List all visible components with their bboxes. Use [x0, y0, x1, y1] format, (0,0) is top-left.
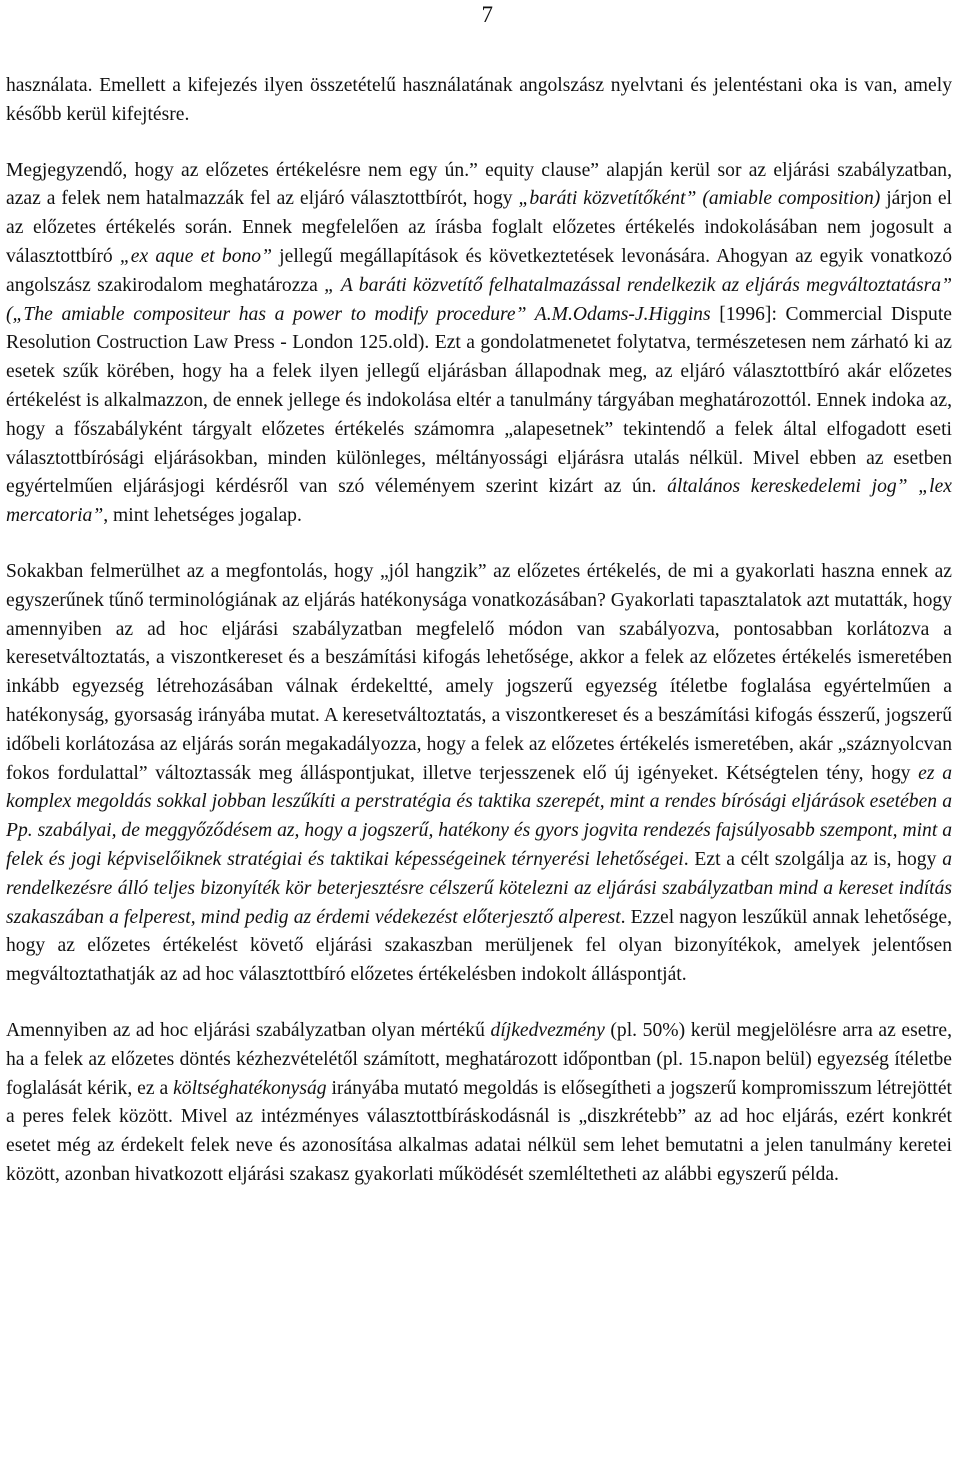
italic-text-run: „ex aque et bono”: [119, 245, 272, 267]
text-run: . Ezzel nagyon leszűkül annak lehetősége, hogy az előzetes értékelést követő eljárási szakaszban merüljenek fel olyan bizonyítékok, amelyek jelentősen megváltoztathatják az ad hoc választottbíró előzetes értékelésben indokolt álláspontját.: [6, 906, 952, 986]
text-run: Amennyiben az ad hoc eljárási szabályzatban olyan mértékű: [6, 1019, 491, 1041]
text-run: . Ezt a célt szolgálja az is, hogy: [683, 848, 943, 870]
text-run: irányába mutató megoldás is elősegítheti a jogszerű kompromisszum létrejöttét a peres felek között. Mivel az intézményes választottbíráskodásnál is „diszkrétebb” az ad hoc eljárás, ezért konkrét esetet még az érdekelt felek neve és azonosítása alkalmas adatai nélkül sem lehet bemutatni a jelen tanulmány keretei között, azonban hivatkozott eljárási szakasz gyakorlati működését szemléltetheti az alábbi egyszerű példa.: [6, 1077, 952, 1185]
text-run: , mint lehetséges jogalap.: [103, 505, 302, 527]
italic-text-run: a rendelkezésre álló teljes bizonyíték kör beterjesztésre célszerű kötelezni az eljárási szabályzatban mind a kereset indítás szakaszában a felperest, mind pedig az érdemi védekezést előterjesztő alperest: [6, 848, 952, 928]
text-run: [1996]: Commercial Dispute Resolution Costruction Law Press - London 125.old). Ezt a gondolatmenetet folytatva, természetesen nem zárható ki az esetek szűk körében, hogy ha a felek ilyen jellegű eljárásban állapodnak meg, az eljáró választottbíró akár előzetes értékelést is alkalmazzon, de ennek jellege és indokolása eltér a tanulmány tárgyában meghatározottól. Ennek indoka az, hogy a főszabályként tárgyalt előzetes értékelés számomra „alapesetnek” tekintendő a felek által elfogadott eseti választottbírósági eljárásokban, minden különleges, méltányossági eljárásra utalás nélkül. Mivel ebben az esetben egyértelműen eljárásjogi kérdésről van szó véleményem szerint kizárt az ún.: [6, 303, 952, 498]
text-run: (pl. 50%) kerül megjelölésre arra az esetre, ha a felek az előzetes döntés kézhezvételétől számított, meghatározott időpontban (pl. 15.napon belül) egyezség ítéletbe foglalását kérik, ez a: [6, 1019, 952, 1099]
paragraph-3: [6, 558, 952, 990]
text-run: jellegű megállapítások és következtetések levonására. Ahogyan az egyik vonatkozó angolszász szakirodalom meghatározza: [6, 245, 952, 296]
text-run: Megjegyzendő, hogy az előzetes értékelésre nem egy ún.” equity clause” alapján kerül sor az eljárási szabályzatban, azaz a felek nem hatalmazzák fel az eljáró választottbírót, hogy: [6, 159, 952, 210]
paragraph-1: [6, 72, 952, 130]
text-run: járjon el az előzetes értékelés során. Ennek megfelelően az írásba foglalt előzetes értékelés indokolásában nem jogosult a választottbíró: [6, 188, 953, 267]
italic-text-run: ez a komplex megoldás sokkal jobban leszűkíti a perstratégia és taktika szerepét, mint a rendes bírósági eljárások esetében a Pp. szabályai, de meggyőződésem az, hogy a jogszerű, hatékony és gyors jogvita rendezés fajsúlyosabb szempont, mint a felek és jogi képviselőiknek stratégiai és taktikai képességeinek térnyerési lehetőségei: [6, 762, 952, 870]
paragraph-4: [6, 1017, 952, 1190]
paragraph-2: [6, 157, 952, 531]
italic-text-run: „baráti közvetítőként” (amiable composition): [518, 188, 881, 210]
italic-text-run: általános kereskedelemi jog” „lex mercatoria”: [6, 476, 952, 527]
text-run: Sokakban felmerülhet az a megfontolás, hogy „jól hangzik” az előzetes értékelés, de mi a gyakorlati haszna ennek az egyszerűnek tűnő terminológiának az eljárás hatékonysága vonatkozásában? Gyakorlati tapasztalatok azt mutatták, hogy amennyiben az ad hoc eljárási szabályzatban megfelelő módon van szabályozva, pontosabban korlátozva a keresetváltoztatás, a viszontkereset és a beszámítási kifogás lehetősége, akkor a felek az előzetes értékelés ismeretében inkább egyezség létrehozásában válnak érdekeltté, amely jogszerű egyezség ítéletbe foglalása egyértelműen a hatékonyság, gyorsaság irányába mutat. A keresetváltoztatás, a viszontkereset és a beszámítási kifogás ésszerű, jogszerű időbeli korlátozása az eljárás során megakadályozza, hogy a felek az előzetes értékelés ismeretében, akár „száznyolcvan fokos fordulattal” változtassák meg álláspontjukat, illetve terjesszenek elő új igényeket. Kétségtelen tény, hogy: [6, 560, 952, 784]
text-run: használata. Emellett a kifejezés ilyen összetételű használatának angolszász nyelvtani és jelentéstani oka is van, amely később kerül kifejtésre.: [6, 75, 952, 125]
italic-text-run: „ A baráti közvetítő felhatalmazással rendelkezik az eljárás megváltoztatásra” („The amiable compositeur has a power to modify procedure” A.M.Odams-J.Higgins: [6, 274, 953, 325]
page-number: 7: [481, 2, 493, 27]
document-body: [6, 72, 952, 1190]
italic-text-run: díjkedvezmény: [490, 1019, 605, 1041]
italic-text-run: költséghatékonyság: [173, 1077, 327, 1099]
